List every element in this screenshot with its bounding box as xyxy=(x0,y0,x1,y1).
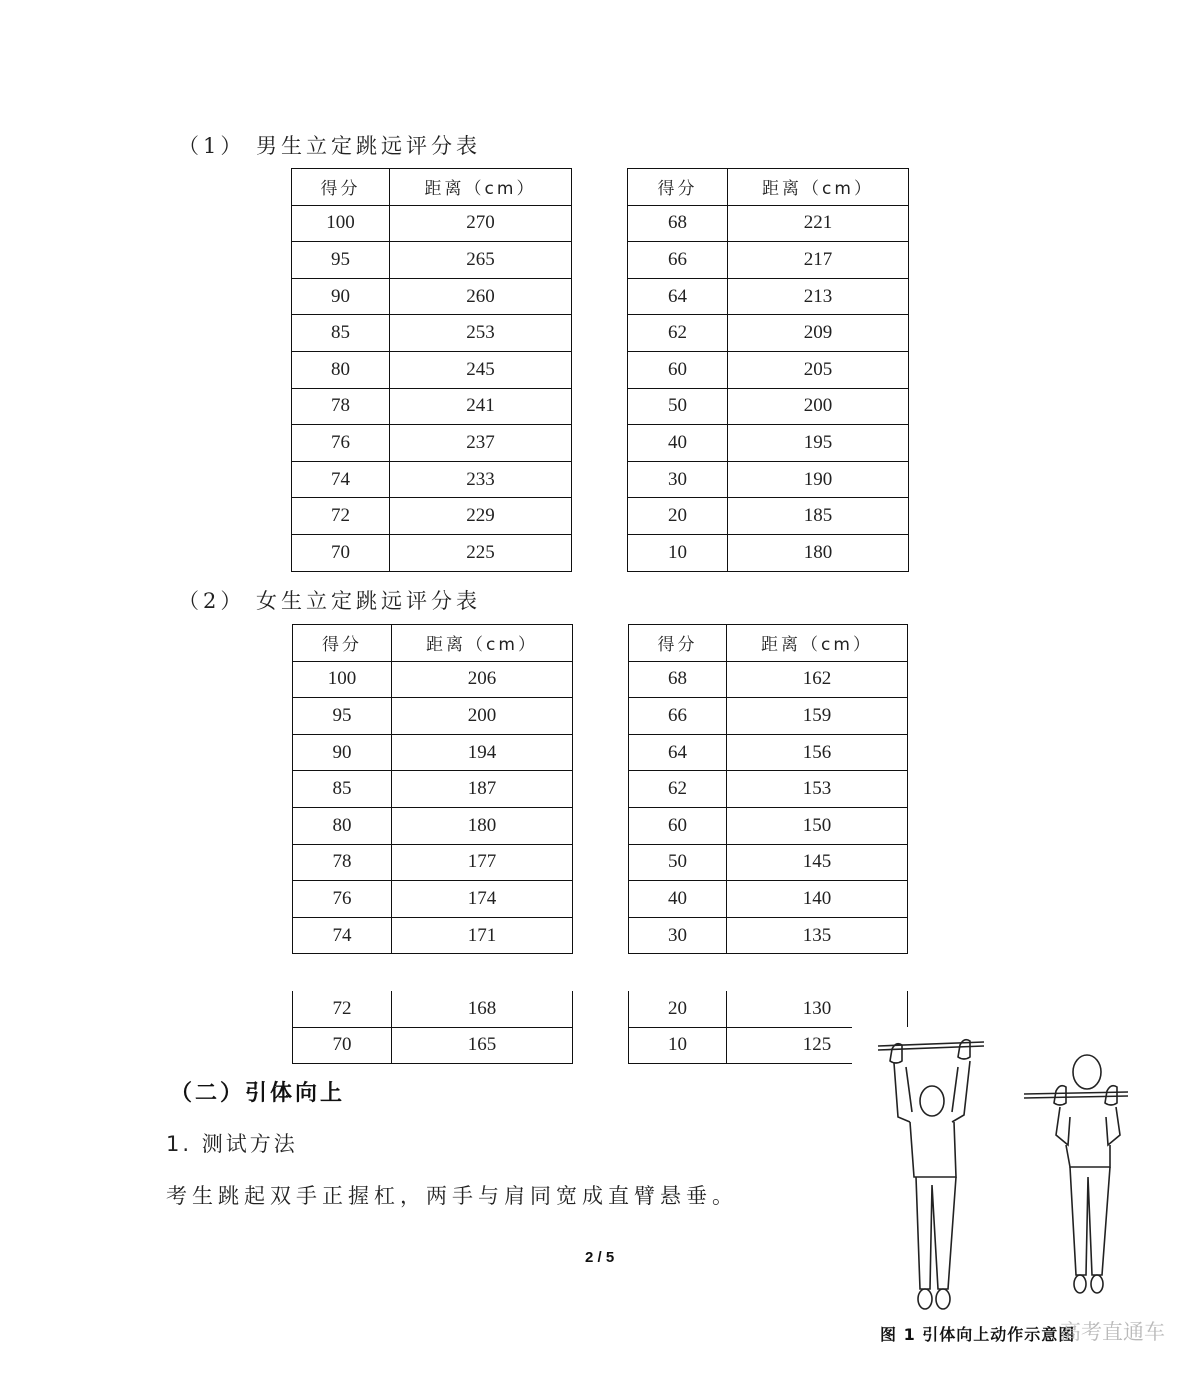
score-cell: 10 xyxy=(628,534,728,571)
table-header-row xyxy=(628,169,909,206)
score-column-header: 得分 xyxy=(292,169,390,206)
distance-cell: 265 xyxy=(390,242,572,279)
distance-cell: 153 xyxy=(727,771,908,808)
distance-cell: 241 xyxy=(390,388,572,425)
page-number: 2 / 5 xyxy=(585,1249,615,1266)
table-row xyxy=(292,351,572,388)
distance-cell: 225 xyxy=(390,534,572,571)
distance-cell: 185 xyxy=(728,498,909,535)
table-row xyxy=(628,242,909,279)
table-row xyxy=(628,461,909,498)
table-row xyxy=(292,205,572,242)
score-cell: 70 xyxy=(293,1027,392,1064)
table-row xyxy=(292,388,572,425)
score-cell: 90 xyxy=(293,734,392,771)
score-cell: 62 xyxy=(629,771,727,808)
table-header-row xyxy=(629,625,908,662)
distance-cell: 217 xyxy=(728,242,909,279)
distance-cell: 168 xyxy=(392,991,573,1027)
distance-column-header: 距离（cm） xyxy=(727,625,908,662)
distance-column-header: 距离（cm） xyxy=(390,169,572,206)
distance-cell: 145 xyxy=(727,844,908,881)
distance-column-header: 距离（cm） xyxy=(728,169,909,206)
table-row xyxy=(292,278,572,315)
score-column-header: 得分 xyxy=(628,169,728,206)
distance-cell: 260 xyxy=(390,278,572,315)
score-cell: 62 xyxy=(628,315,728,352)
table-row xyxy=(629,807,908,844)
score-cell: 20 xyxy=(628,498,728,535)
table-row xyxy=(629,881,908,918)
distance-cell: 165 xyxy=(392,1027,573,1064)
distance-cell: 187 xyxy=(392,771,573,808)
distance-cell: 140 xyxy=(727,881,908,918)
score-cell: 40 xyxy=(629,881,727,918)
score-cell: 20 xyxy=(629,991,727,1027)
score-cell: 66 xyxy=(629,698,727,735)
score-cell: 60 xyxy=(628,351,728,388)
score-cell: 68 xyxy=(629,661,727,698)
male-score-table-left xyxy=(291,168,572,572)
table-row xyxy=(629,734,908,771)
table-row xyxy=(629,991,908,1027)
figure-caption: 图 1 引体向上动作示意图 xyxy=(880,1325,1076,1344)
distance-cell: 253 xyxy=(390,315,572,352)
score-cell: 30 xyxy=(629,917,727,954)
distance-cell: 229 xyxy=(390,498,572,535)
table-row xyxy=(292,534,572,571)
score-cell: 30 xyxy=(628,461,728,498)
distance-cell: 237 xyxy=(390,425,572,462)
table-row xyxy=(628,534,909,571)
female-score-table-left-continued xyxy=(292,991,573,1064)
distance-cell: 213 xyxy=(728,278,909,315)
distance-cell: 180 xyxy=(392,807,573,844)
distance-cell: 156 xyxy=(727,734,908,771)
score-cell: 50 xyxy=(628,388,728,425)
table-row xyxy=(292,498,572,535)
test-method-subheading: 1. 测试方法 xyxy=(166,1132,298,1156)
table-row xyxy=(629,844,908,881)
distance-cell: 200 xyxy=(728,388,909,425)
distance-cell: 221 xyxy=(728,205,909,242)
table-row xyxy=(628,278,909,315)
table-row xyxy=(293,991,573,1027)
table-row xyxy=(292,242,572,279)
distance-cell: 180 xyxy=(728,534,909,571)
score-cell: 40 xyxy=(628,425,728,462)
score-cell: 100 xyxy=(292,205,390,242)
distance-cell: 205 xyxy=(728,351,909,388)
distance-cell: 162 xyxy=(727,661,908,698)
table-row xyxy=(629,698,908,735)
score-cell: 60 xyxy=(629,807,727,844)
distance-cell: 194 xyxy=(392,734,573,771)
distance-cell: 190 xyxy=(728,461,909,498)
distance-cell: 209 xyxy=(728,315,909,352)
distance-cell: 177 xyxy=(392,844,573,881)
score-cell: 66 xyxy=(628,242,728,279)
score-cell: 64 xyxy=(629,734,727,771)
score-cell: 78 xyxy=(292,388,390,425)
test-method-paragraph: 考生跳起双手正握杠，两手与肩同宽成直臂悬垂。 xyxy=(166,1184,738,1208)
table-row xyxy=(628,498,909,535)
table-row xyxy=(629,771,908,808)
table-row xyxy=(292,425,572,462)
table-row xyxy=(293,698,573,735)
female-score-table-right xyxy=(628,624,908,954)
table-row xyxy=(293,661,573,698)
score-cell: 100 xyxy=(293,661,392,698)
score-cell: 80 xyxy=(293,807,392,844)
score-cell: 76 xyxy=(292,425,390,462)
male-table-title: （1） 男生立定跳远评分表 xyxy=(178,134,482,158)
score-cell: 72 xyxy=(293,991,392,1027)
distance-cell: 270 xyxy=(390,205,572,242)
distance-cell: 159 xyxy=(727,698,908,735)
score-cell: 78 xyxy=(293,844,392,881)
table-row xyxy=(293,844,573,881)
score-cell: 85 xyxy=(293,771,392,808)
distance-column-header: 距离（cm） xyxy=(392,625,573,662)
score-cell: 70 xyxy=(292,534,390,571)
table-row xyxy=(293,734,573,771)
score-cell: 85 xyxy=(292,315,390,352)
table-row xyxy=(292,315,572,352)
distance-cell: 130 xyxy=(727,991,908,1027)
score-cell: 68 xyxy=(628,205,728,242)
female-score-table-left xyxy=(292,624,573,954)
table-row xyxy=(293,917,573,954)
table-row xyxy=(293,881,573,918)
distance-cell: 135 xyxy=(727,917,908,954)
score-column-header: 得分 xyxy=(629,625,727,662)
distance-cell: 245 xyxy=(390,351,572,388)
score-cell: 64 xyxy=(628,278,728,315)
table-row xyxy=(628,351,909,388)
table-header-row xyxy=(292,169,572,206)
table-row xyxy=(628,205,909,242)
score-cell: 50 xyxy=(629,844,727,881)
table-row xyxy=(628,425,909,462)
score-cell: 90 xyxy=(292,278,390,315)
distance-cell: 150 xyxy=(727,807,908,844)
distance-cell: 171 xyxy=(392,917,573,954)
table-row xyxy=(629,661,908,698)
table-row xyxy=(292,461,572,498)
distance-cell: 206 xyxy=(392,661,573,698)
female-table-title: （2） 女生立定跳远评分表 xyxy=(178,589,482,613)
table-row xyxy=(293,807,573,844)
distance-cell: 233 xyxy=(390,461,572,498)
table-row xyxy=(628,388,909,425)
table-row xyxy=(293,1027,573,1064)
watermark-text: 高考直通车 xyxy=(1060,1320,1165,1344)
table-row xyxy=(293,771,573,808)
score-cell: 80 xyxy=(292,351,390,388)
score-cell: 95 xyxy=(293,698,392,735)
score-column-header: 得分 xyxy=(293,625,392,662)
score-cell: 72 xyxy=(292,498,390,535)
score-cell: 74 xyxy=(293,917,392,954)
distance-cell: 200 xyxy=(392,698,573,735)
distance-cell: 174 xyxy=(392,881,573,918)
distance-cell: 125 xyxy=(727,1027,908,1064)
score-cell: 74 xyxy=(292,461,390,498)
table-header-row xyxy=(293,625,573,662)
table-row xyxy=(628,315,909,352)
pullup-heading: （二）引体向上 xyxy=(170,1081,346,1106)
male-score-table-right xyxy=(627,168,909,572)
table-row xyxy=(629,917,908,954)
distance-cell: 195 xyxy=(728,425,909,462)
score-cell: 76 xyxy=(293,881,392,918)
score-cell: 95 xyxy=(292,242,390,279)
score-cell: 10 xyxy=(629,1027,727,1064)
